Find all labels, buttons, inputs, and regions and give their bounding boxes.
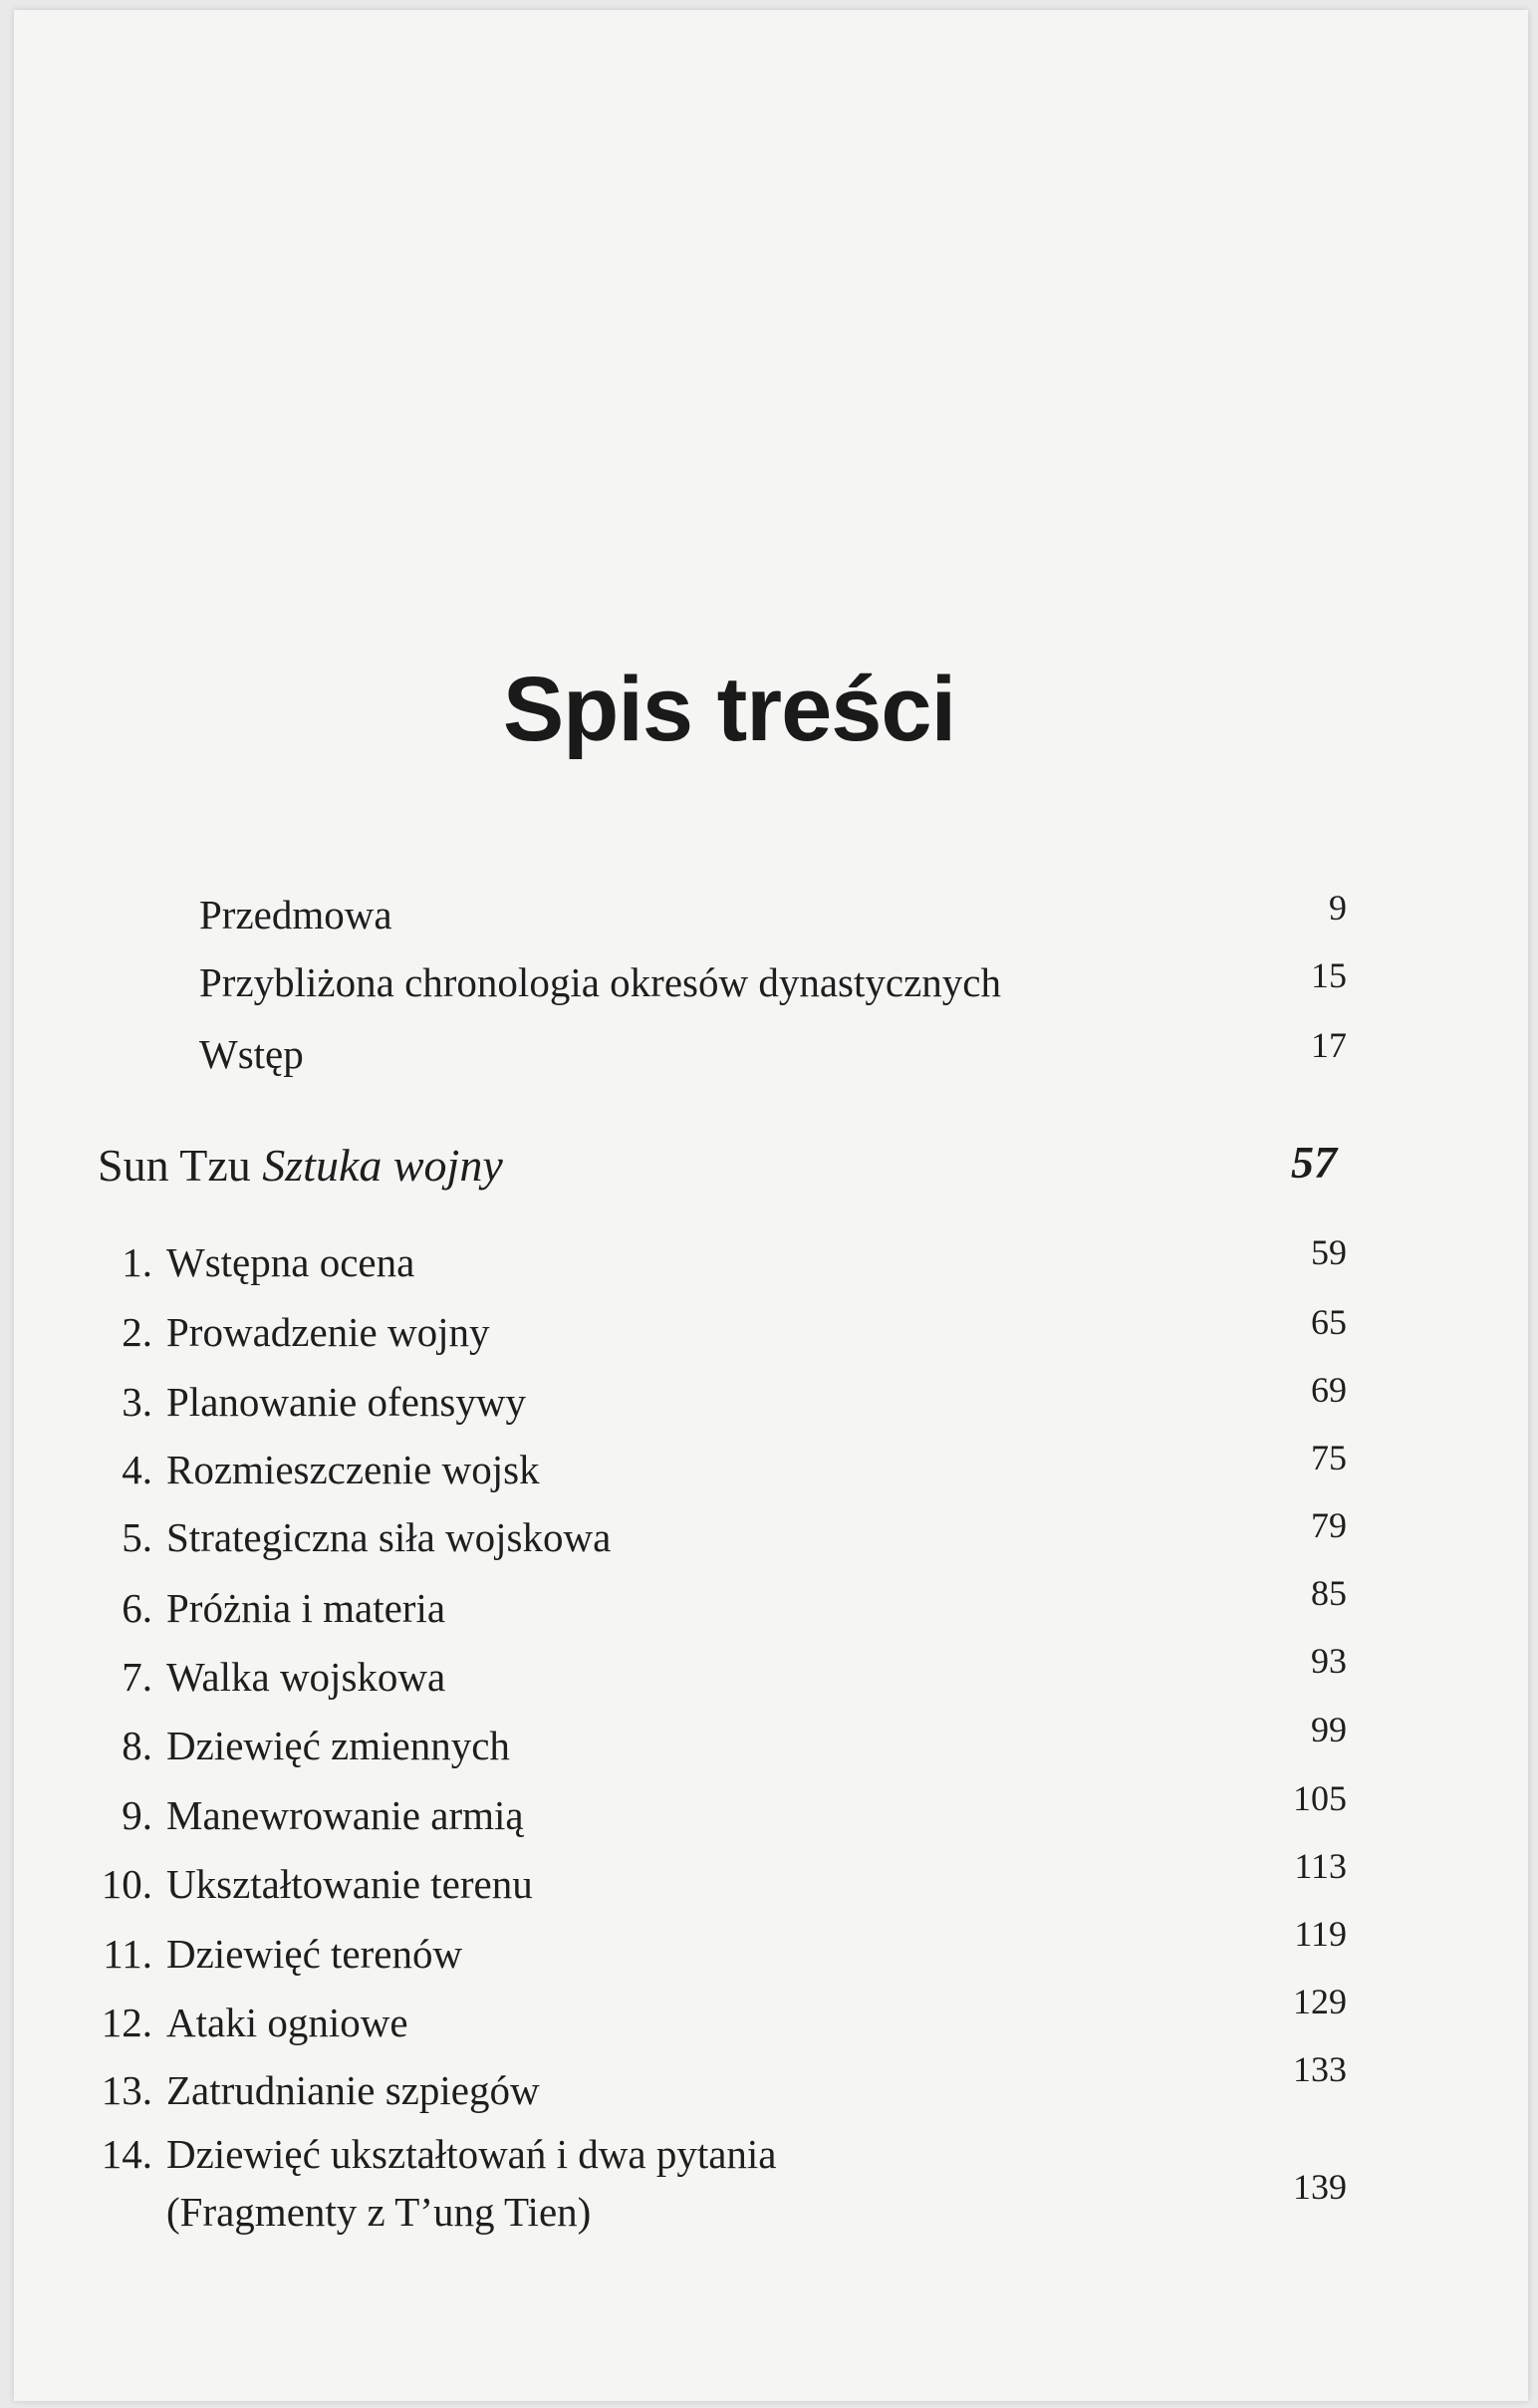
chapter-title: Dziewięć zmiennych <box>166 1723 510 1768</box>
chapter-title: Próżnia i materia <box>166 1585 446 1631</box>
toc-page-number: 85 <box>1311 1573 1347 1613</box>
toc-page-number: 113 <box>1294 1846 1347 1886</box>
toc-chapter <box>98 1308 490 1356</box>
toc-chapter <box>98 1513 611 1561</box>
book-page <box>14 10 1528 2401</box>
toc-chapter <box>98 1930 462 1978</box>
toc-chapter <box>98 1378 526 1426</box>
toc-chapter <box>98 1584 445 1632</box>
toc-page-number: 139 <box>1293 2167 1347 2207</box>
toc-page-number: 133 <box>1293 2049 1347 2089</box>
chapter-title: Rozmieszczenie wojsk <box>166 1447 540 1492</box>
toc-page-number: 105 <box>1293 1778 1347 1818</box>
chapter-title: Walka wojskowa <box>166 1654 446 1700</box>
toc-chapter <box>98 1238 414 1286</box>
toc-page-number: 69 <box>1311 1370 1347 1410</box>
toc-page-number: 65 <box>1311 1302 1347 1342</box>
chapter-number: 2. <box>122 1309 152 1355</box>
toc-chapter <box>98 1722 510 1769</box>
toc-page-number: 129 <box>1293 1982 1347 2021</box>
toc-part-page-number: 57 <box>1291 1137 1337 1188</box>
toc-page-number: 93 <box>1311 1641 1347 1681</box>
chapter-title: Ataki ogniowe <box>166 2000 408 2045</box>
toc-entry-chronology: Przybliżona chronologia okresów dynastycznych <box>199 959 1001 1005</box>
toc-entry-preface: Przedmowa <box>199 892 392 937</box>
part-title: Sztuka wojny <box>262 1140 503 1191</box>
toc-part-heading <box>98 1139 503 1192</box>
chapter-number: 5. <box>122 1514 152 1560</box>
chapter-number: 11. <box>103 1931 152 1977</box>
toc-page-number: 119 <box>1294 1914 1347 1954</box>
chapter-title: Prowadzenie wojny <box>166 1309 490 1355</box>
chapter-title: Dziewięć terenów <box>166 1931 463 1977</box>
part-author: Sun Tzu <box>98 1140 251 1191</box>
chapter-subtitle: (Fragmenty z T’ung Tien) <box>166 2189 592 2235</box>
chapter-number: 6. <box>122 1585 152 1631</box>
chapter-title: Zatrudnianie szpiegów <box>166 2067 540 2113</box>
chapter-number: 3. <box>122 1379 152 1425</box>
chapter-title: Dziewięć ukształtowań i dwa pytania <box>166 2131 777 2177</box>
toc-chapter <box>98 1999 408 2046</box>
chapter-number: 4. <box>122 1447 152 1492</box>
toc-page-number: 79 <box>1311 1505 1347 1545</box>
toc-chapter <box>98 2130 777 2178</box>
toc-page-number: 9 <box>1329 888 1347 928</box>
chapter-title: Planowanie ofensywy <box>166 1379 526 1425</box>
toc-page-number: 17 <box>1311 1025 1347 1065</box>
chapter-number: 10. <box>101 1861 152 1907</box>
toc-page-number: 15 <box>1311 955 1347 995</box>
toc-chapter <box>98 2066 540 2114</box>
page-title: Spis treści <box>502 659 956 760</box>
chapter-number: 14. <box>101 2131 152 2177</box>
chapter-number: 9. <box>122 1792 152 1838</box>
toc-chapter <box>98 1653 445 1701</box>
chapter-number: 7. <box>122 1654 152 1700</box>
chapter-title: Ukształtowanie terenu <box>166 1861 533 1907</box>
chapter-number: 1. <box>122 1239 152 1285</box>
toc-page-number: 99 <box>1311 1710 1347 1749</box>
toc-entry-introduction: Wstęp <box>199 1031 304 1077</box>
chapter-title: Manewrowanie armią <box>166 1792 524 1838</box>
chapter-title: Wstępna ocena <box>166 1239 415 1285</box>
toc-chapter <box>98 1446 540 1493</box>
toc-page-number: 75 <box>1311 1438 1347 1477</box>
chapter-title: Strategiczna siła wojskowa <box>166 1514 612 1560</box>
toc-chapter <box>98 1791 524 1839</box>
chapter-number: 8. <box>122 1723 152 1768</box>
chapter-number: 12. <box>101 2000 152 2045</box>
toc-page-number: 59 <box>1311 1232 1347 1272</box>
chapter-number: 13. <box>101 2067 152 2113</box>
toc-chapter <box>98 1860 533 1908</box>
